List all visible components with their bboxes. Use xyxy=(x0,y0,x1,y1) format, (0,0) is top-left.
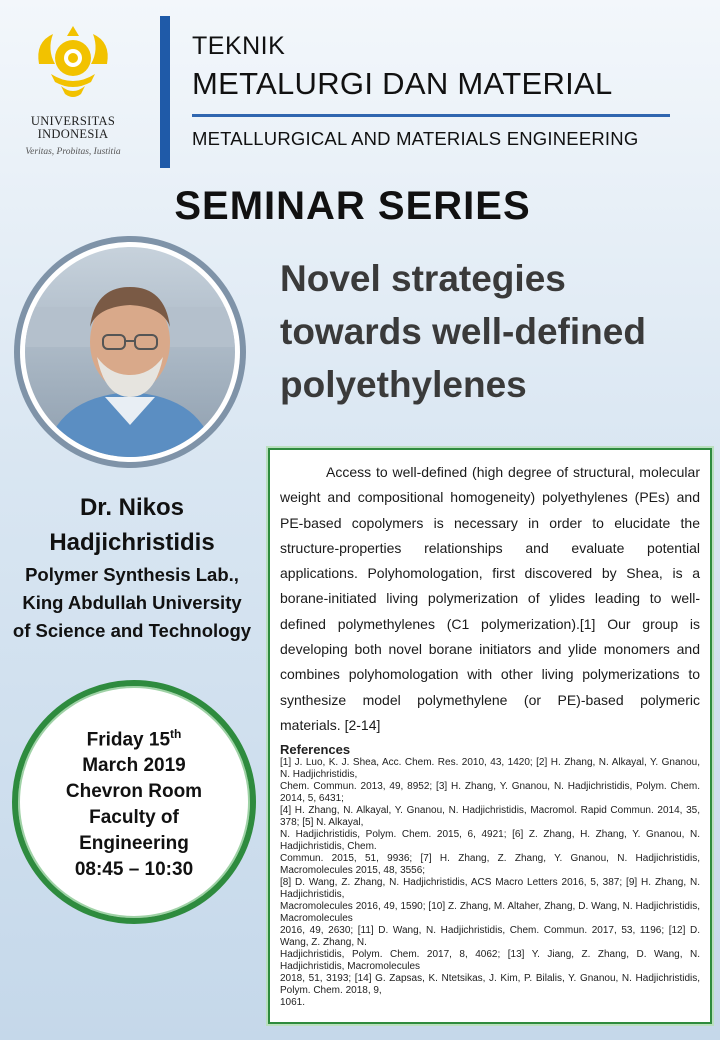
event-details-circle xyxy=(12,680,256,924)
header-divider-bar xyxy=(160,16,170,168)
talk-title-line-1: Novel strategies xyxy=(280,258,566,299)
event-faculty-line-1: Faculty of xyxy=(89,807,179,829)
event-room: Chevron Room xyxy=(65,781,203,803)
speaker-name-line-1: Dr. Nikos xyxy=(79,494,185,521)
event-date xyxy=(87,721,182,753)
reference-line: 1061. xyxy=(280,997,306,1009)
speaker-info xyxy=(8,490,256,644)
reference-line: 2016, 49, 2630; [11] D. Wang, N. Hadjichristidis, Chem. Commun. 2017, 53, 1196; [12] D. Wang, Z. Zhang, N. xyxy=(280,925,700,949)
speaker-affiliation-line-2: King Abdullah University xyxy=(22,592,242,613)
event-day-suffix: th xyxy=(170,726,182,741)
speaker-portrait-frame xyxy=(14,236,246,468)
makara-emblem-icon xyxy=(31,24,115,104)
event-faculty-line-2: Engineering xyxy=(79,833,189,855)
event-day: Friday 15 xyxy=(86,729,171,751)
reference-line: N. Hadjichristidis, Polym. Chem. 2015, 6, 4921; [6] Z. Zhang, H. Zhang, Y. Gnanou, N. Hadjichristidis, Chem. xyxy=(280,829,700,853)
university-logo xyxy=(18,24,128,157)
speaker-affiliation-line-1: Polymer Synthesis Lab., xyxy=(25,564,239,585)
talk-title-line-3: polyethylenes xyxy=(280,364,527,405)
speaker-affiliation-line-3: of Science and Technology xyxy=(12,620,252,641)
reference-line: Macromolecules 2016, 49, 1590; [10] Z. Zhang, M. Altaher, Zhang, D. Wang, N. Hadjichristidis, Macromolecules xyxy=(280,901,700,925)
speaker-name-line-2: Hadjichristidis xyxy=(49,529,215,556)
university-motto: Veritas, Probitas, Iustitia xyxy=(25,147,121,157)
reference-line: Hadjichristidis, Polym. Chem. 2017, 8, 4062; [13] Y. Jiang, Z. Zhang, D. Wang, N. Hadjichristidis, Macromolecules xyxy=(280,949,700,973)
department-line-2: METALURGI DAN MATERIAL xyxy=(192,66,613,101)
talk-title-line-2: towards well-defined xyxy=(280,311,646,352)
references-list xyxy=(280,757,700,1009)
talk-title xyxy=(280,252,710,411)
reference-line: [4] H. Zhang, N. Alkayal, Y. Gnanou, N. Hadjichristidis, Macromol. Rapid Commun. 2014, 35, 378; [5] N. Alkayal, xyxy=(280,805,700,829)
department-line-1: TEKNIK xyxy=(192,32,286,60)
abstract-box xyxy=(268,448,712,1024)
header-rule xyxy=(192,114,670,117)
reference-line: Chem. Commun. 2013, 49, 8952; [3] H. Zhang, Y. Gnanou, N. Hadjichristidis, Polym. Chem. 2014, 5, 6431; xyxy=(280,781,700,805)
event-month-year: March 2019 xyxy=(82,755,186,777)
reference-line: [1] J. Luo, K. J. Shea, Acc. Chem. Res. 2010, 43, 1420; [2] H. Zhang, N. Alkayal, Y. Gnanou, N. Hadjichristidis, xyxy=(280,757,700,781)
reference-line: 2018, 51, 3193; [14] G. Zapsas, K. Ntetsikas, J. Kim, P. Bilalis, Y. Gnanou, N. Hadjichristidis, Polym. Chem. 2018, 9, xyxy=(280,973,700,997)
seminar-series-heading: SEMINAR SERIES xyxy=(174,184,531,228)
reference-line: Commun. 2015, 51, 9936; [7] H. Zhang, Z. Zhang, Y. Gnanou, N. Hadjichristidis, Macromolecules 2015, 48, 3556; xyxy=(280,853,700,877)
reference-line: [8] D. Wang, Z. Zhang, N. Hadjichristidis, ACS Macro Letters 2016, 5, 387; [9] H. Zhang, N. Hadjichristidis, xyxy=(280,877,700,901)
references-heading: References xyxy=(280,742,351,758)
university-name: UNIVERSITAS INDONESIA xyxy=(30,114,116,141)
abstract-text: Access to well-defined (high degree of structural, molecular weight and compositional homogeneity) polyethylenes (PEs) and PE-based copolymers is necessary in order to elucidate the structure-properties relationships and evaluate potential applications. Polyhomologation, first discovered by Shea, is a borane-initiated living polymerization of ylides leading to well-defined polymethylenes (C1 polymerization).[1] Our group is developing both novel borane initiators and ylide monomers and combines polyhomologation with other living polymerizations to synthesize model polymethylene (or PE)-based polymeric materials. [2-14] xyxy=(280,464,700,733)
speaker-portrait xyxy=(25,247,235,457)
department-english: METALLURGICAL AND MATERIALS ENGINEERING xyxy=(192,128,639,149)
event-time: 08:45 – 10:30 xyxy=(74,859,194,881)
